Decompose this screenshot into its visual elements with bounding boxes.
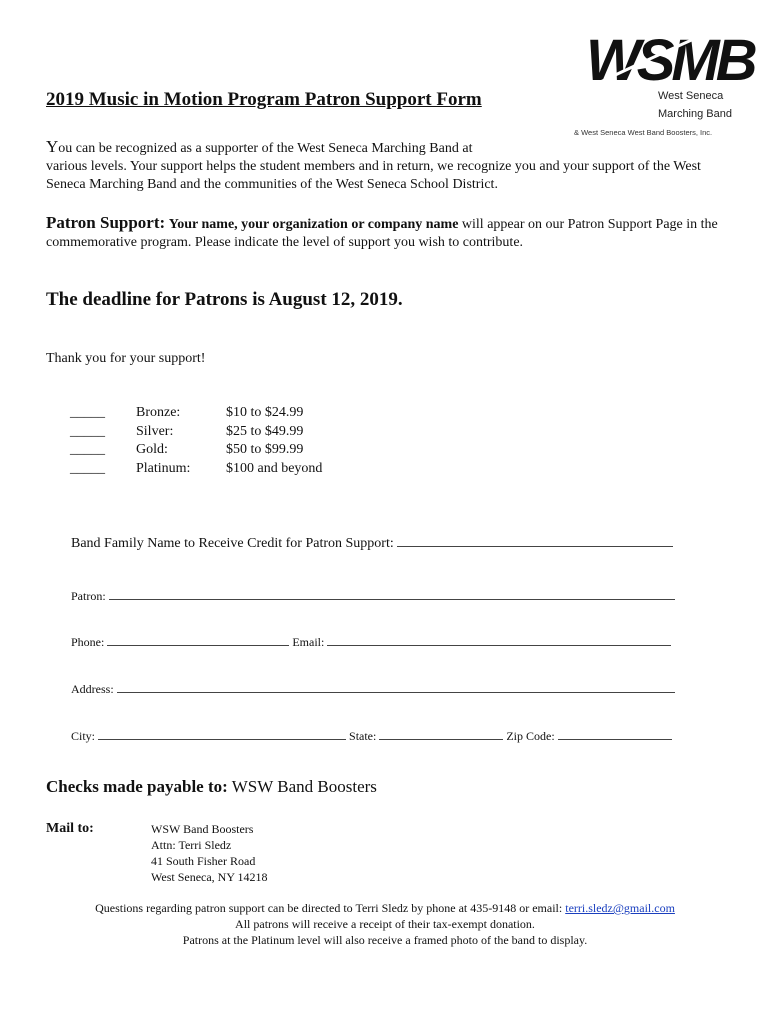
- level-name: Silver:: [136, 423, 174, 439]
- band-family-field: [71, 535, 673, 552]
- footer-notes: [40, 900, 730, 948]
- patron-label: Patron:: [71, 589, 106, 603]
- patron-support-label: Patron Support:: [46, 213, 166, 232]
- deadline-heading: The deadline for Patrons is August 12, 2019.: [46, 289, 403, 310]
- level-blank[interactable]: _____: [70, 460, 105, 476]
- support-levels: [70, 405, 322, 479]
- level-range: $25 to $49.99: [226, 423, 304, 439]
- address-line: WSW Band Boosters: [151, 822, 254, 836]
- city-state-zip-field: [71, 728, 672, 744]
- footer-line-1: [40, 900, 730, 916]
- level-bronze[interactable]: [70, 405, 322, 424]
- level-silver[interactable]: [70, 424, 322, 443]
- zip-label: Zip Code:: [506, 729, 555, 743]
- footer-line-1-text: Questions regarding patron support can be directed to Terri Sledz by phone at 435-9148 or email:: [95, 901, 563, 915]
- email-label: Email:: [292, 635, 325, 649]
- address-line: Attn: Terri Sledz: [151, 838, 232, 852]
- logo-line-2: Marching Band: [658, 108, 732, 120]
- level-name: Gold:: [136, 442, 168, 457]
- patron-support-paragraph: [46, 214, 736, 252]
- logo-line-3: & West Seneca West Band Boosters, Inc.: [574, 128, 713, 137]
- intro-line-2: various levels. Your support helps the student members and in return, we recognize you and your support of the West Seneca Marching Band and the communities of the West Seneca School District.: [46, 159, 701, 192]
- phone-label: Phone:: [71, 635, 105, 649]
- checks-value: WSW Band Boosters: [231, 777, 377, 796]
- state-label: State:: [349, 729, 377, 743]
- patron-field: [71, 588, 675, 604]
- wsmb-logo: [572, 22, 754, 142]
- phone-input[interactable]: [107, 634, 289, 646]
- level-blank[interactable]: _____: [70, 405, 105, 420]
- phone-email-field: [71, 634, 671, 650]
- form-title: 2019 Music in Motion Program Patron Support Form: [46, 89, 482, 110]
- checks-payable: [46, 777, 377, 797]
- thanks-text: Thank you for your support!: [46, 351, 206, 366]
- address-field: [71, 681, 675, 697]
- footer-line-3: Patrons at the Platinum level will also receive a framed photo of the band to display.: [182, 933, 588, 947]
- intro-paragraph: [46, 138, 736, 194]
- logo-line-1: West Seneca: [658, 90, 724, 102]
- level-range: $50 to $99.99: [226, 442, 304, 457]
- level-blank[interactable]: _____: [70, 442, 105, 457]
- logo-mark-text: WSMB: [586, 28, 754, 93]
- checks-label: Checks made payable to:: [46, 777, 228, 796]
- intro-line-1: ou can be recognized as a supporter of the West Seneca Marching Band at: [58, 141, 473, 156]
- level-range: $10 to $24.99: [226, 405, 304, 420]
- mailing-address: [151, 821, 268, 885]
- wsmb-logo-mark: [582, 22, 754, 93]
- address-line: West Seneca, NY 14218: [151, 870, 268, 884]
- level-blank[interactable]: _____: [70, 423, 105, 439]
- level-range: $100 and beyond: [226, 460, 323, 476]
- city-label: City:: [71, 729, 96, 743]
- band-family-input[interactable]: [397, 535, 673, 547]
- email-input[interactable]: [327, 634, 671, 646]
- address-label: Address:: [71, 682, 114, 696]
- patron-support-bold: Your name, your organization or company name: [168, 217, 459, 232]
- zip-input[interactable]: [558, 728, 672, 740]
- footer-line-2: All patrons will receive a receipt of their tax-exempt donation.: [235, 917, 535, 931]
- intro-first-letter: Y: [46, 137, 59, 156]
- city-input[interactable]: [98, 728, 346, 740]
- level-platinum[interactable]: [70, 461, 322, 480]
- level-gold[interactable]: [70, 442, 322, 461]
- contact-email-link[interactable]: terri.sledz@gmail.com: [565, 901, 675, 915]
- patron-input[interactable]: [109, 588, 675, 600]
- state-input[interactable]: [379, 728, 503, 740]
- patron-support-text: will appear on our Patron Support Page in the commemorative program. Please indicate the level of support you wish to contribute.: [46, 217, 718, 250]
- level-name: Platinum:: [136, 460, 191, 476]
- address-line: 41 South Fisher Road: [151, 854, 256, 868]
- band-family-label: Band Family Name to Receive Credit for Patron Support:: [71, 536, 394, 551]
- address-input[interactable]: [117, 681, 675, 693]
- level-name: Bronze:: [136, 405, 181, 420]
- mail-to-label: Mail to:: [46, 821, 94, 836]
